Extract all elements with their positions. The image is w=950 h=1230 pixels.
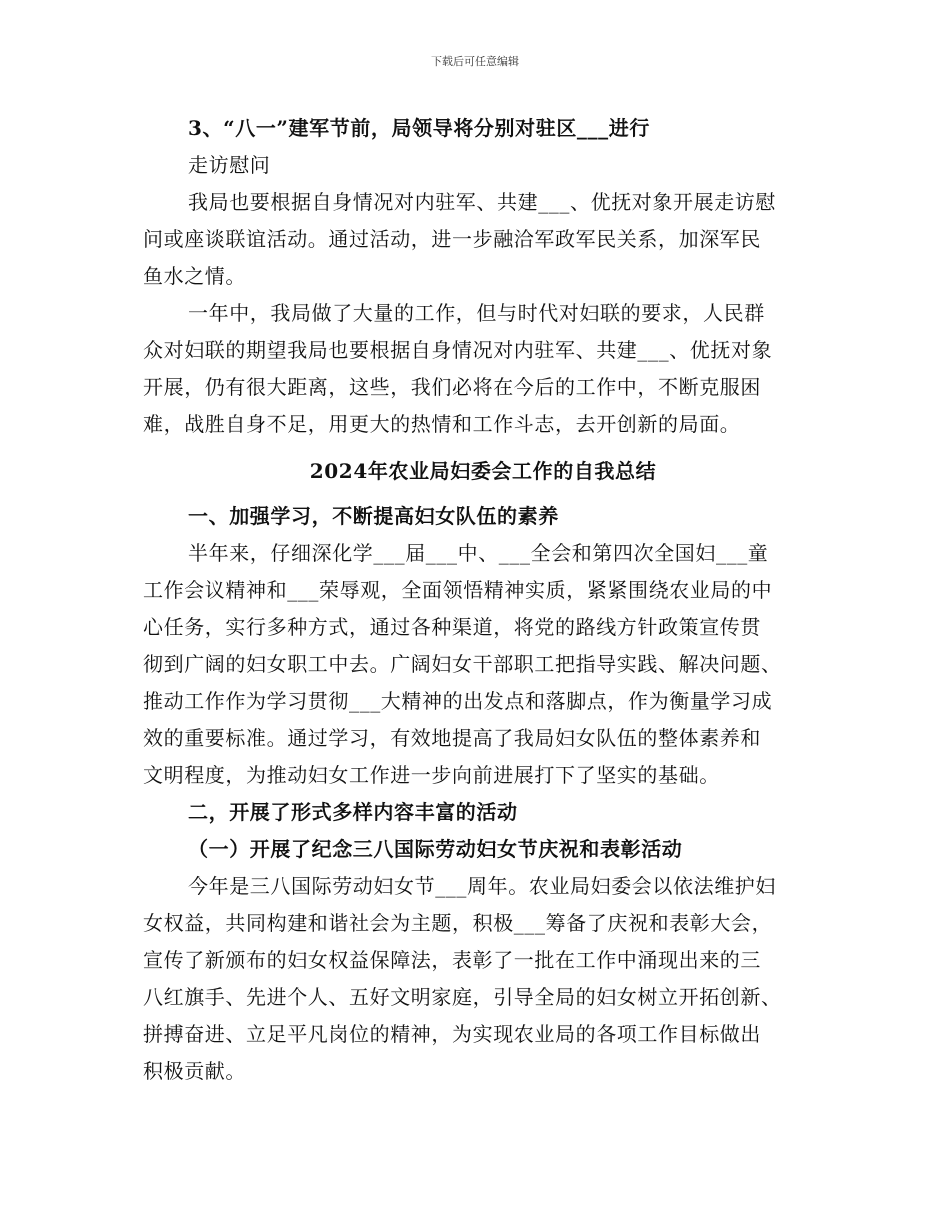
paragraph-line: 推动工作作为学习贯彻___大精神的出发点和落脚点，作为衡量学习成: [143, 689, 773, 713]
paragraph-line: 难，战胜自身不足，用更大的热情和工作斗志，去开创新的局面。: [143, 412, 741, 436]
paragraph-line: 宣传了新颁布的妇女权益保障法，表彰了一批在工作中涌现出来的三: [143, 948, 761, 972]
paragraph-line: 积极贡献。: [143, 1059, 246, 1083]
paragraph-line: 今年是三八国际劳动妇女节___周年。农业局妇委会以依法维护妇: [188, 874, 776, 898]
paragraph-line: 拼搏奋进、立足平凡岗位的精神，为实现农业局的各项工作目标做出: [143, 1022, 761, 1046]
paragraph-line: 工作会议精神和___荣辱观，全面领悟精神实质，紧紧围绕农业局的中: [143, 578, 773, 602]
paragraph-line: 问或座谈联谊活动。通过活动，进一步融洽军政军民关系，加深军民: [143, 227, 761, 251]
subsection-heading-1: （一）开展了纪念三八国际劳动妇女节庆祝和表彰活动: [188, 837, 683, 861]
section-heading-1: 一、加强学习，不断提高妇女队伍的素养: [188, 504, 559, 528]
paragraph-line: 鱼水之情。: [143, 264, 246, 288]
paragraph-line: 一年中，我局做了大量的工作，但与时代对妇联的要求，人民群: [188, 301, 765, 325]
page-header: 下载后可任意编辑: [431, 55, 519, 68]
paragraph-line: 走访慰问: [188, 153, 271, 177]
section-heading-2: 二，开展了形式多样内容丰富的活动: [188, 800, 518, 824]
paragraph-line: 心任务，实行多种方式，通过各种渠道，将党的路线方针政策宣传贯: [143, 615, 761, 639]
paragraph-line: 众对妇联的期望我局也要根据自身情况对内驻军、共建___、优抚对象: [143, 338, 773, 362]
document-body: [143, 110, 823, 1090]
paragraph-line: 半年来，仔细深化学___届___中、___全会和第四次全国妇___童: [188, 541, 769, 565]
paragraph-line: 彻到广阔的妇女职工中去。广阔妇女干部职工把指导实践、解决问题、: [143, 652, 782, 676]
paragraph-line: 文明程度，为推动妇女工作进一步向前进展打下了坚实的基础。: [143, 763, 720, 787]
paragraph-line: 效的重要标准。通过学习，有效地提高了我局妇女队伍的整体素养和: [143, 726, 761, 750]
document-title: 2024年农业局妇委会工作的自我总结: [309, 459, 657, 483]
paragraph-line: 我局也要根据自身情况对内驻军、共建___、优抚对象开展走访慰: [188, 190, 776, 214]
paragraph-line: 开展，仍有很大距离，这些，我们必将在今后的工作中，不断克服困: [143, 375, 761, 399]
paragraph-line: 女权益，共同构建和谐社会为主题，积极___筹备了庆祝和表彰大会，: [143, 911, 773, 935]
section-heading-3: 3、“八一”建军节前，局领导将分别对驻区___进行: [188, 116, 650, 140]
paragraph-line: 八红旗手、先进个人、五好文明家庭，引导全局的妇女树立开拓创新、: [143, 985, 782, 1009]
